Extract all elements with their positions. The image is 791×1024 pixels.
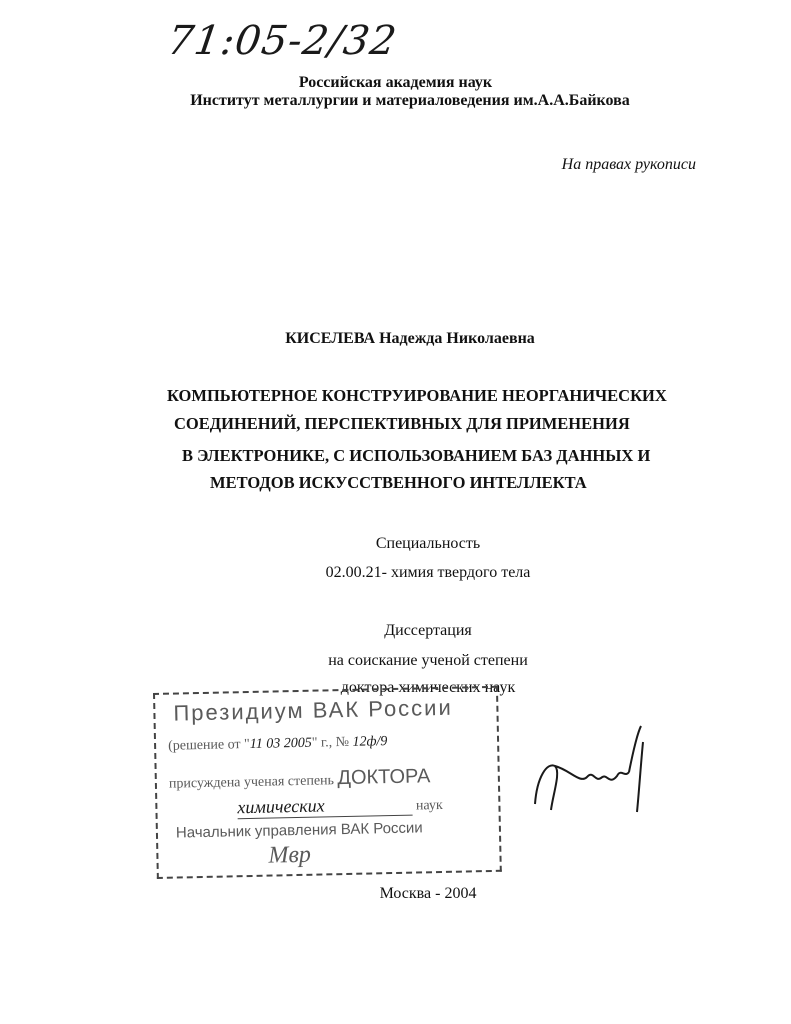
signature-label: Кис (565, 794, 567, 795)
author-name: КИСЕЛЕВА Надежда Николаевна (285, 330, 535, 347)
title-line-1: КОМПЬЮТЕРНОЕ КОНСТРУИРОВАНИЕ НЕОРГАНИЧЕСКИХ (167, 386, 667, 405)
stamp-decision-number: 12ф/9 (352, 734, 388, 750)
dissertation-label: Диссертация (384, 622, 472, 639)
degree-name: доктора химических наук (340, 679, 516, 696)
stamp-head-signature: Мвр (268, 841, 312, 869)
stamp-head-line: Начальник управления ВАК России (175, 819, 423, 842)
author-signature (525, 722, 650, 822)
stamp-decision-month: 03 (266, 736, 281, 752)
stamp-science-line (237, 793, 443, 819)
stamp-awarded-text: присуждена ученая степень (168, 773, 335, 792)
academy-name: Российская академия наук (298, 74, 493, 91)
degree-for-line: на соискание ученой степени (328, 652, 528, 669)
title-line-2: СОЕДИНЕНИЙ, ПЕРСПЕКТИВНЫХ ДЛЯ ПРИМЕНЕНИЯ (174, 414, 630, 433)
vak-approval-stamp (153, 686, 502, 879)
stamp-decision-day: 11 (249, 736, 263, 752)
stamp-science-handwritten: химических (237, 794, 412, 820)
stamp-title: Президиум ВАК России (173, 694, 453, 726)
specialty-label: Специальность (375, 535, 481, 552)
archive-code-handwritten: 71:05-2/32 (164, 18, 400, 64)
stamp-decision-year: 2005 (283, 735, 312, 752)
title-line-3: В ЭЛЕКТРОНИКЕ, С ИСПОЛЬЗОВАНИЕМ БАЗ ДАННЫХ И (182, 446, 651, 465)
signature-drawing (525, 722, 650, 822)
stamp-decision-line (168, 734, 388, 755)
stamp-awarded-line (169, 765, 431, 793)
institute-name: Институт металлургии и материаловедения им.А.А.Байкова (190, 92, 630, 109)
title-line-4: МЕТОДОВ ИСКУССТВЕННОГО ИНТЕЛЛЕКТА (210, 473, 587, 492)
specialty-code: 02.00.21- химия твердого тела (325, 564, 531, 581)
city-year: Москва - 2004 (379, 885, 477, 902)
manuscript-rights-note: На правах рукописи (561, 156, 696, 173)
stamp-decision-mid: " г., № (311, 734, 350, 751)
stamp-science-suffix: наук (415, 797, 443, 814)
stamp-decision-prefix: (решение от " (167, 736, 250, 754)
stamp-degree-word: ДОКТОРА (337, 765, 431, 790)
